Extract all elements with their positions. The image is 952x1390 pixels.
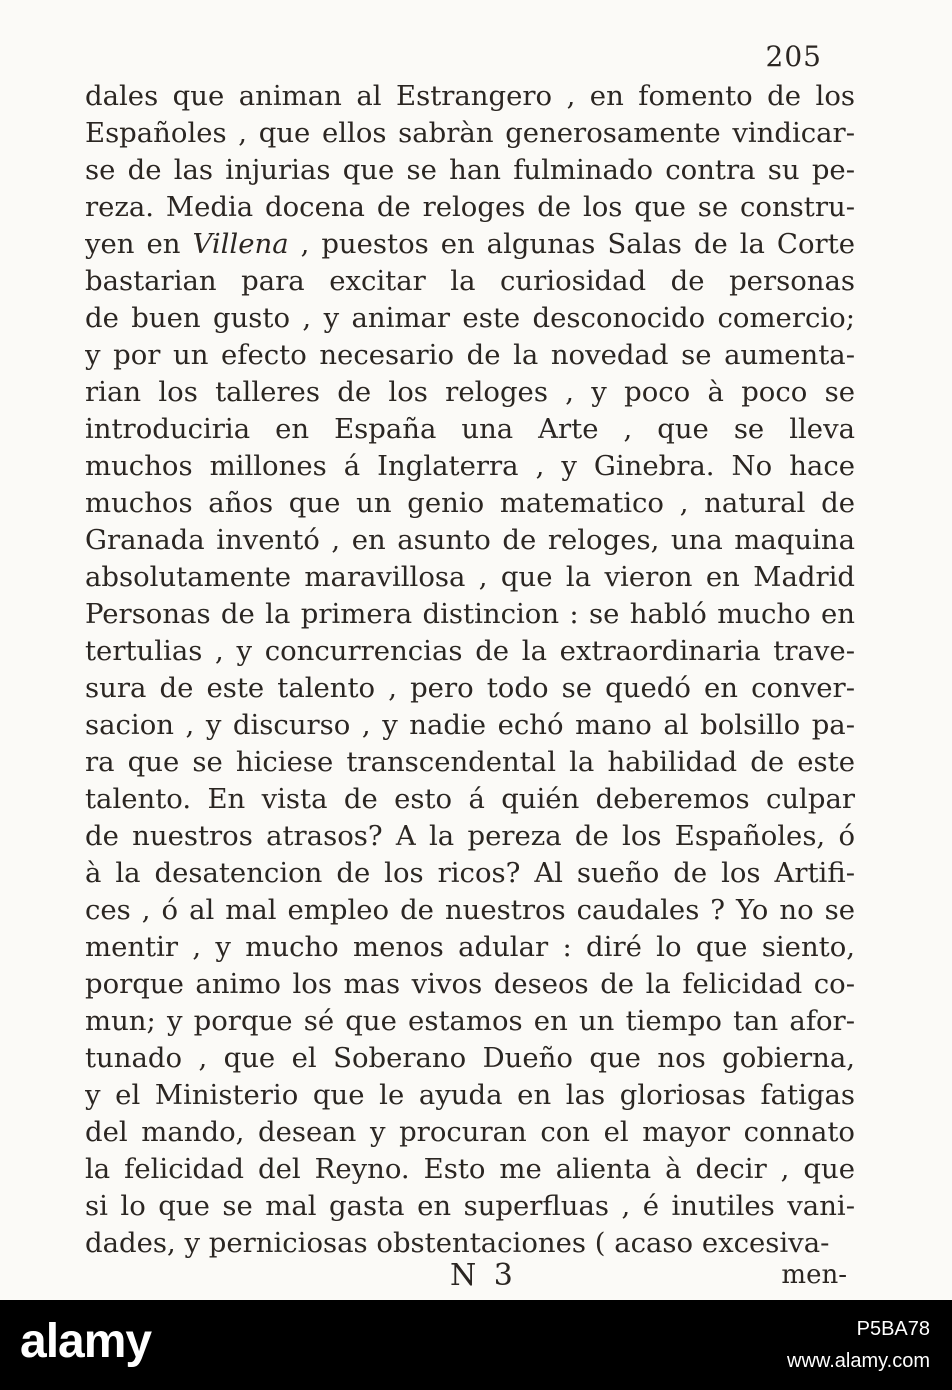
text-line: y por un efecto necesario de la novedad se aumenta- [85, 339, 855, 371]
text-line: muchos millones á Inglaterra , y Ginebra. No hace [85, 450, 855, 482]
text-line: reza. Media docena de reloges de los que se constru- [85, 191, 855, 223]
text-line: tunado , que el Soberano Dueño que nos gobierna, [85, 1042, 855, 1074]
text-line: ces , ó al mal empleo de nuestros caudales ? Yo no se [85, 894, 855, 926]
text-line: mun; y porque sé que estamos en un tiempo tan afor- [85, 1005, 855, 1037]
text-line: porque animo los mas vivos deseos de la felicidad co- [85, 968, 855, 1000]
text-line: de nuestros atrasos? A la pereza de los Españoles, ó [85, 820, 855, 852]
text-line: se de las injurias que se han fulminado contra su pe- [85, 154, 855, 186]
text-line: tertulias , y concurrencias de la extraordinaria trave- [85, 635, 855, 667]
text-line: Personas de la primera distincion : se habló mucho en [85, 598, 855, 630]
text-line: de buen gusto , y animar este desconocido comercio; [85, 302, 855, 334]
text-line: introduciria en España una Arte , que se lleva [85, 413, 855, 445]
catchword: men- [781, 1260, 847, 1290]
text-line: del mando, desean y procuran con el mayor connato [85, 1116, 855, 1148]
text-line: talento. En vista de esto á quién deberemos culpar [85, 783, 855, 815]
text-line-villena [85, 226, 855, 263]
text-segment: , puestos en algunas Salas de la Corte [288, 228, 855, 260]
text-line: rian los talleres de los reloges , y poco à poco se [85, 376, 855, 408]
text-line: y el Ministerio que le ayuda en las gloriosas fatigas [85, 1079, 855, 1111]
signature-mark: N 3 [450, 1258, 517, 1293]
text-line: mentir , y mucho menos adular : diré lo que siento, [85, 931, 855, 963]
alamy-logo: alamy [20, 1315, 152, 1368]
text-line: ra que se hiciese transcendental la habilidad de este [85, 746, 855, 778]
text-line: sura de este talento , pero todo se quedó en conver- [85, 672, 855, 704]
text-line: Españoles , que ellos sabràn generosamente vindicar- [85, 117, 855, 149]
text-line: muchos años que un genio matematico , natural de [85, 487, 855, 519]
text-line: la felicidad del Reyno. Esto me alienta à decir , que [85, 1153, 855, 1185]
text-line: si lo que se mal gasta en superfluas , é inutiles vani- [85, 1190, 855, 1222]
text-line: Granada inventó , en asunto de reloges, una maquina [85, 524, 855, 556]
watermark-banner [0, 1300, 952, 1390]
italic-place-name: Villena [192, 228, 289, 260]
text-line: sacion , y discurso , y nadie echó mano al bolsillo pa- [85, 709, 855, 741]
text-line: dales que animan al Estrangero , en fomento de los [85, 80, 855, 112]
text-segment: yen en [85, 228, 193, 260]
text-line: bastarian para excitar la curiosidad de personas [85, 265, 855, 297]
text-line: à la desatencion de los ricos? Al sueño de los Artifi- [85, 857, 855, 889]
body-text [85, 78, 855, 1262]
image-id: P5BA78 [856, 1318, 930, 1340]
page-number: 205 [765, 40, 822, 73]
watermark-url: www.alamy.com [787, 1350, 930, 1372]
text-line: dades, y perniciosas obstentaciones ( acaso excesiva- [85, 1227, 830, 1259]
text-line: absolutamente maravillosa , que la vieron en Madrid [85, 561, 855, 593]
